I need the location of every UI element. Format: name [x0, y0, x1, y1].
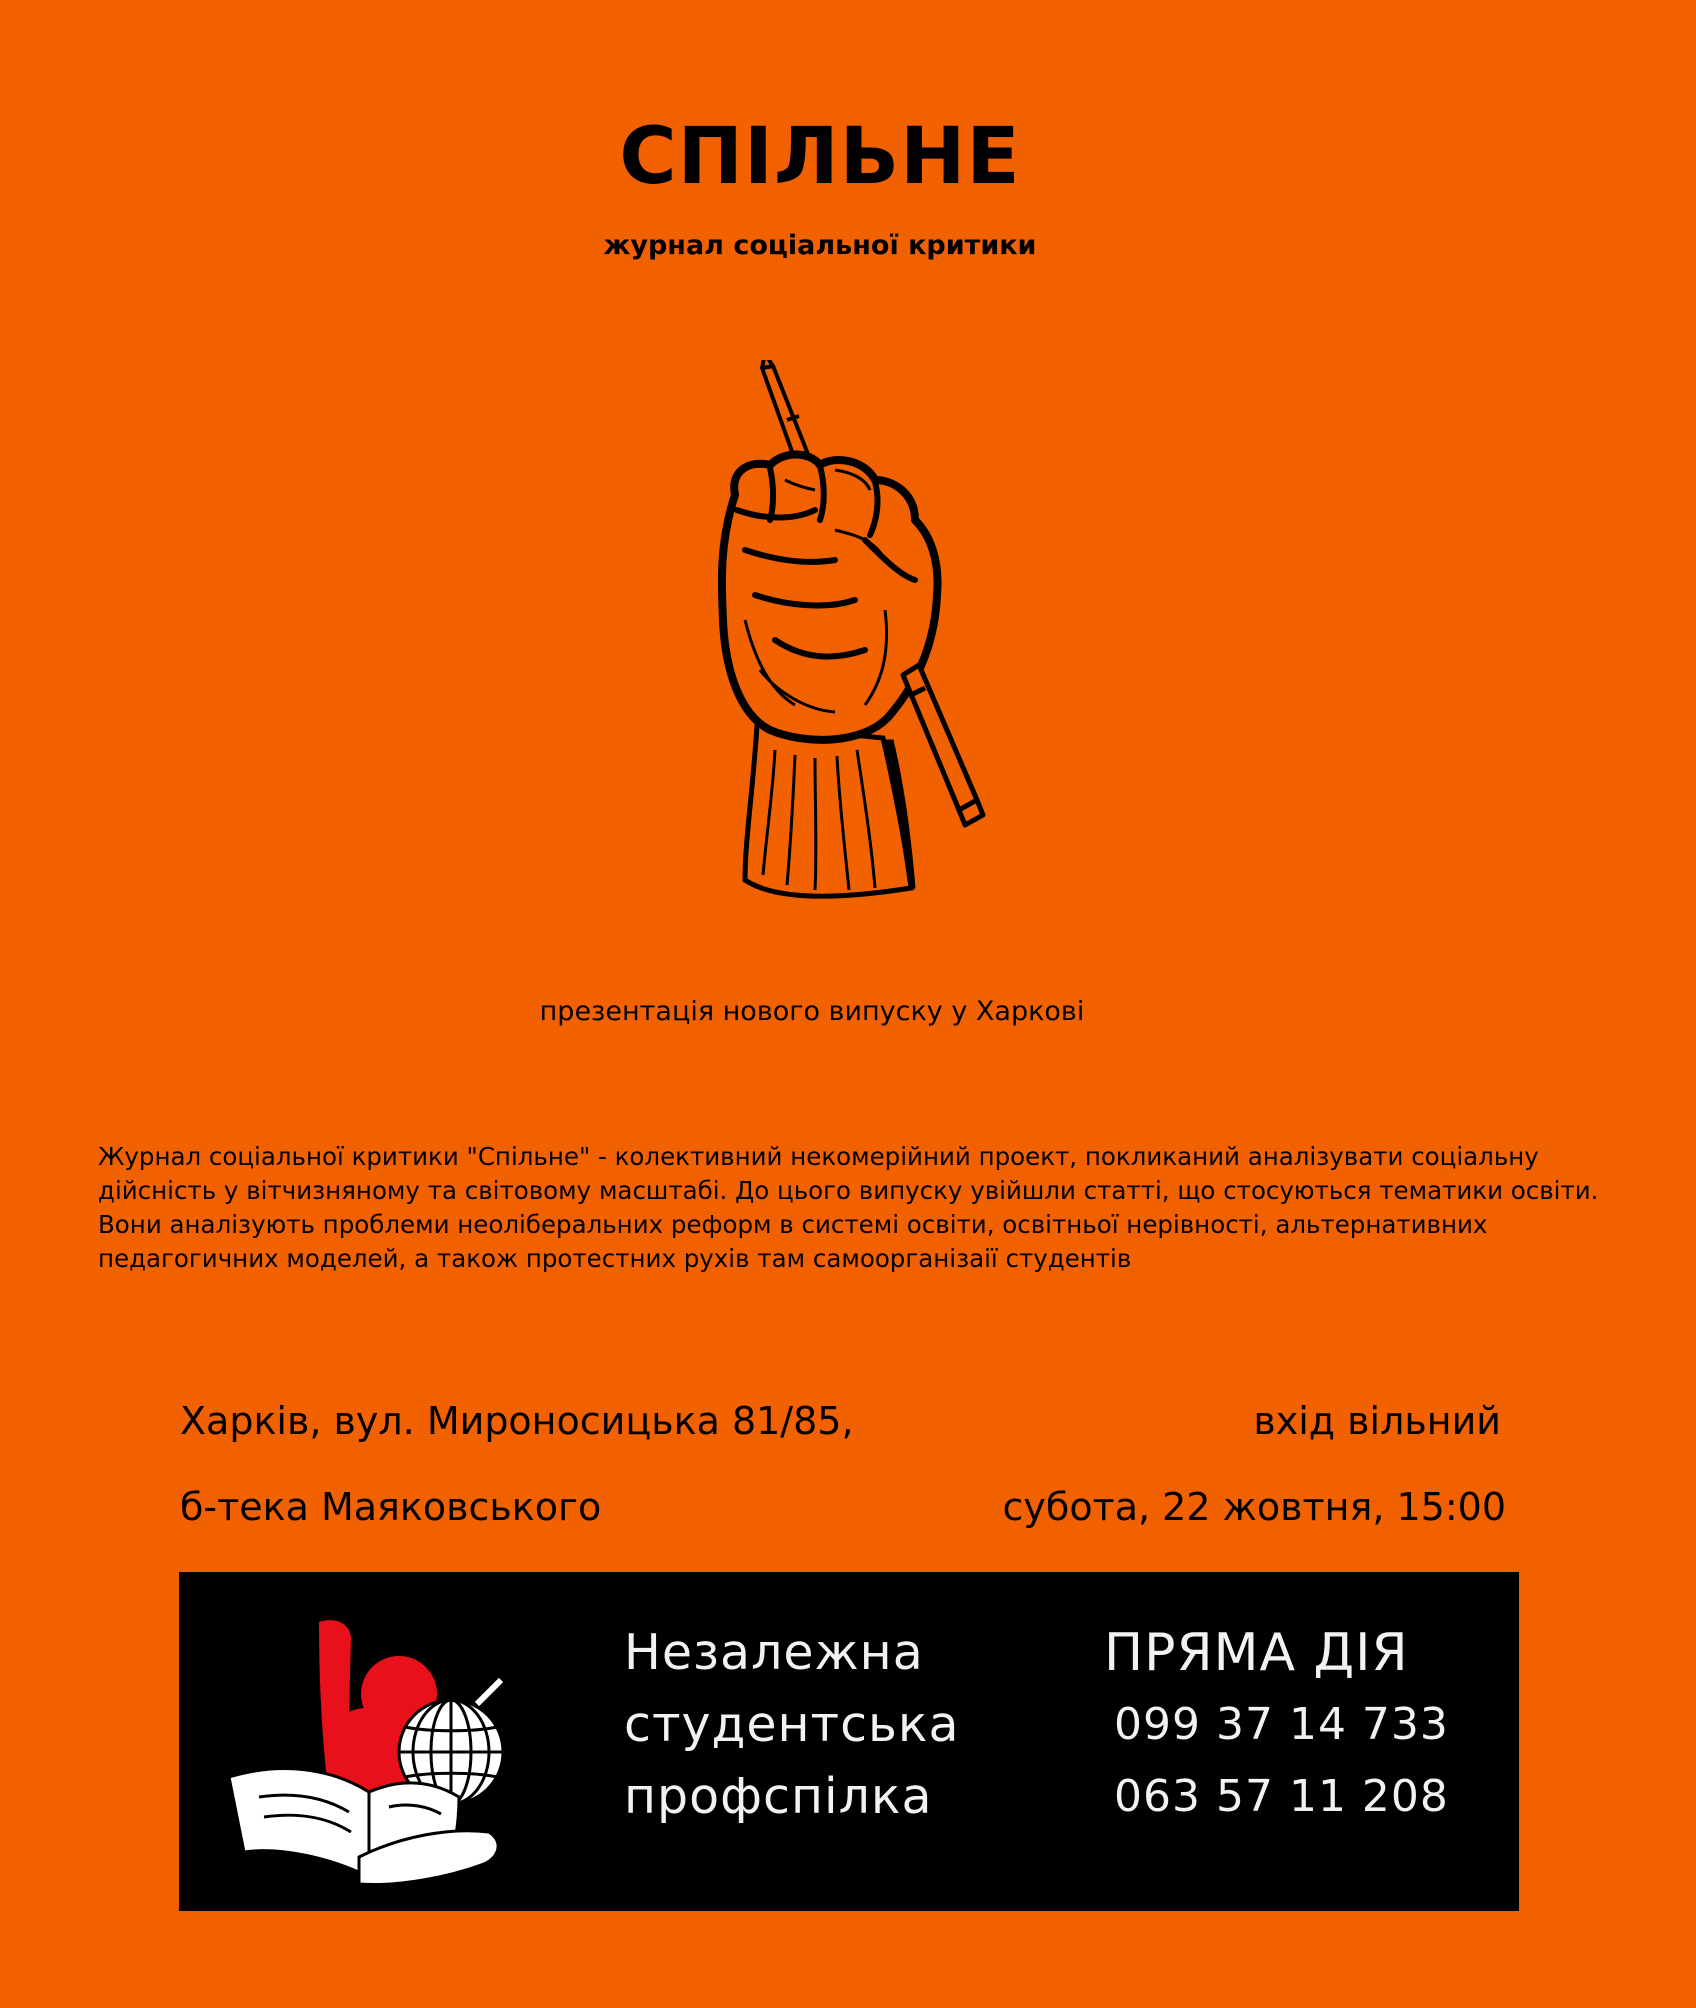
union-name [624, 1617, 960, 1833]
phone-number: 099 37 14 733 [1114, 1699, 1449, 1750]
magazine-title: СПІЛЬНЕ [619, 112, 1021, 202]
organizer-banner [179, 1572, 1519, 1911]
student-union-logo-icon [219, 1602, 519, 1892]
union-name-line: профспілка [624, 1768, 933, 1825]
contacts-block [1104, 1617, 1449, 1833]
brand-name: ПРЯМА ДІЯ [1104, 1623, 1409, 1683]
presentation-heading: презентація нового випуску у Харкові [539, 996, 1085, 1027]
fist-with-pencil-icon [715, 360, 1015, 905]
event-venue: б-тека Маяковського [180, 1485, 602, 1529]
union-name-line: Незалежна [624, 1624, 924, 1681]
union-name-line: студентська [624, 1696, 960, 1753]
magazine-description: Журнал соціальної критики "Спільне" - колективний некомерійний проект, покликаний аналізувати соціальну дійсність у вітчизняному та світовому масштабі. До цього випуску увійшли статті, що стосуються тематики освіти. Вони аналізують проблеми неоліберальних реформ в системі освіти, освітньої нерівності, альтернативних педагогичних моделей, а також протестних рухів там самоорганізаії студентів [98, 1142, 1599, 1273]
event-entry: вхід вільний [1253, 1399, 1501, 1443]
event-datetime: субота, 22 жовтня, 15:00 [1002, 1485, 1506, 1529]
event-address: Харків, вул. Мироносицька 81/85, [180, 1399, 854, 1443]
phone-number: 063 57 11 208 [1114, 1771, 1449, 1822]
magazine-subtitle: журнал соціальної критики [603, 230, 1037, 261]
